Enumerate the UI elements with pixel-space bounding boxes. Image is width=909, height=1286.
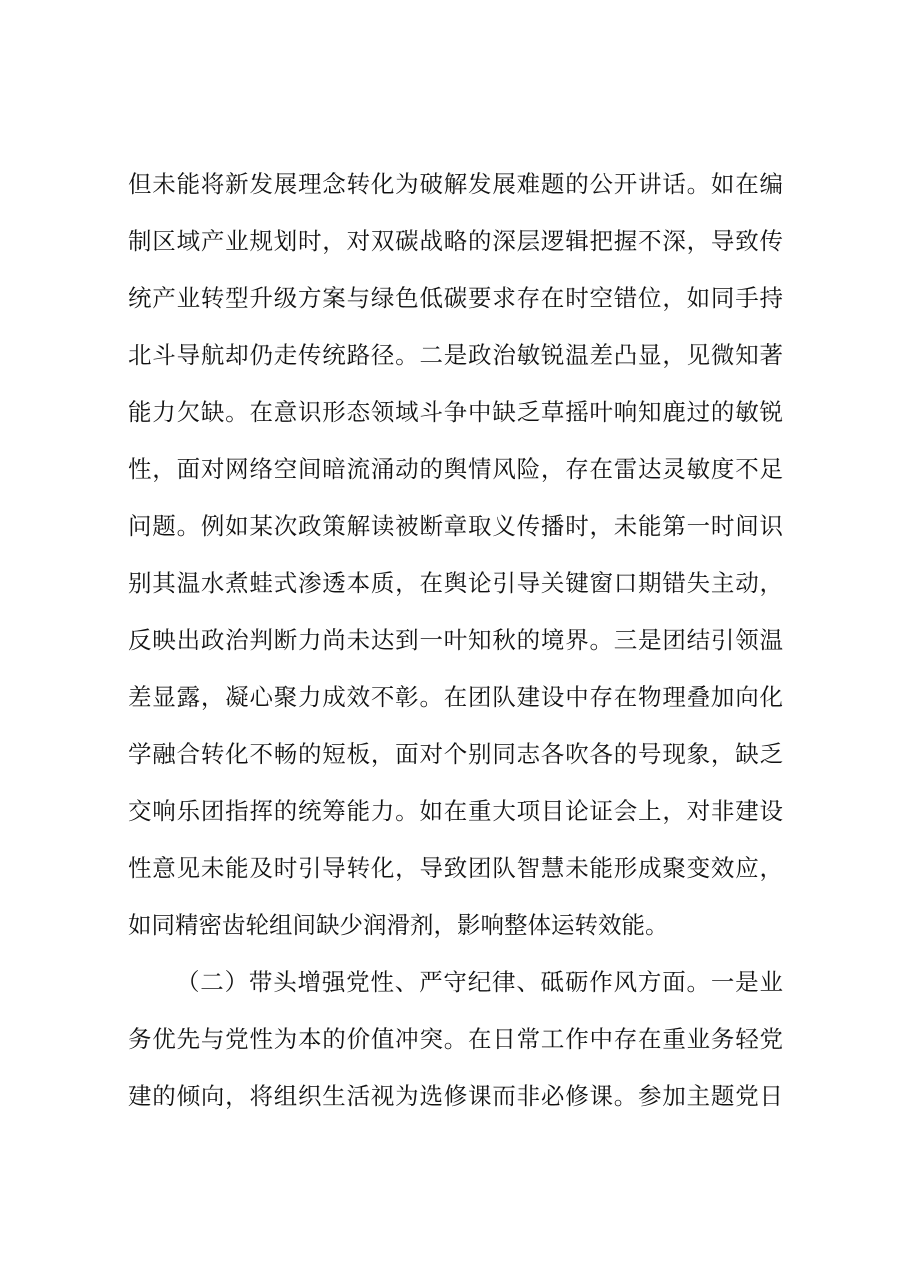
text-line: 反映出政治判断力尚未达到一叶知秋的境界。三是团结引领温 bbox=[128, 626, 783, 654]
section-heading-line: （二）带头增强党性、严守纪律、砥砺作风方面。一是业 bbox=[176, 968, 783, 996]
text-line: 能力欠缺。在意识形态领域斗争中缺乏草摇叶响知鹿过的敏锐 bbox=[128, 398, 783, 426]
paragraph-last-line: 如同精密齿轮组间缺少润滑剂，影响整体运转效能。 bbox=[128, 911, 669, 939]
text-line: 建的倾向，将组织生活视为选修课而非必修课。参加主题党日 bbox=[128, 1082, 783, 1110]
text-line: 统产业转型升级方案与绿色低碳要求存在时空错位，如同手持 bbox=[128, 284, 783, 312]
text-line: 务优先与党性为本的价值冲突。在日常工作中存在重业务轻党 bbox=[128, 1025, 783, 1053]
text-line: 交响乐团指挥的统筹能力。如在重大项目论证会上，对非建设 bbox=[128, 797, 783, 825]
text-line: 问题。例如某次政策解读被断章取义传播时，未能第一时间识 bbox=[128, 512, 783, 540]
text-line: 性，面对网络空间暗流涌动的舆情风险，存在雷达灵敏度不足 bbox=[128, 455, 783, 483]
text-line: 但未能将新发展理念转化为破解发展难题的公开讲话。如在编 bbox=[128, 170, 783, 198]
text-line: 差显露，凝心聚力成效不彰。在团队建设中存在物理叠加向化 bbox=[128, 683, 783, 711]
text-line: 北斗导航却仍走传统路径。二是政治敏锐温差凸显，见微知著 bbox=[128, 341, 783, 369]
text-line: 学融合转化不畅的短板，面对个别同志各吹各的号现象，缺乏 bbox=[128, 740, 783, 768]
text-line: 制区域产业规划时，对双碳战略的深层逻辑把握不深，导致传 bbox=[128, 227, 783, 255]
text-line: 性意见未能及时引导转化，导致团队智慧未能形成聚变效应， bbox=[128, 854, 783, 882]
text-line: 别其温水煮蛙式渗透本质，在舆论引导关键窗口期错失主动， bbox=[128, 569, 783, 597]
